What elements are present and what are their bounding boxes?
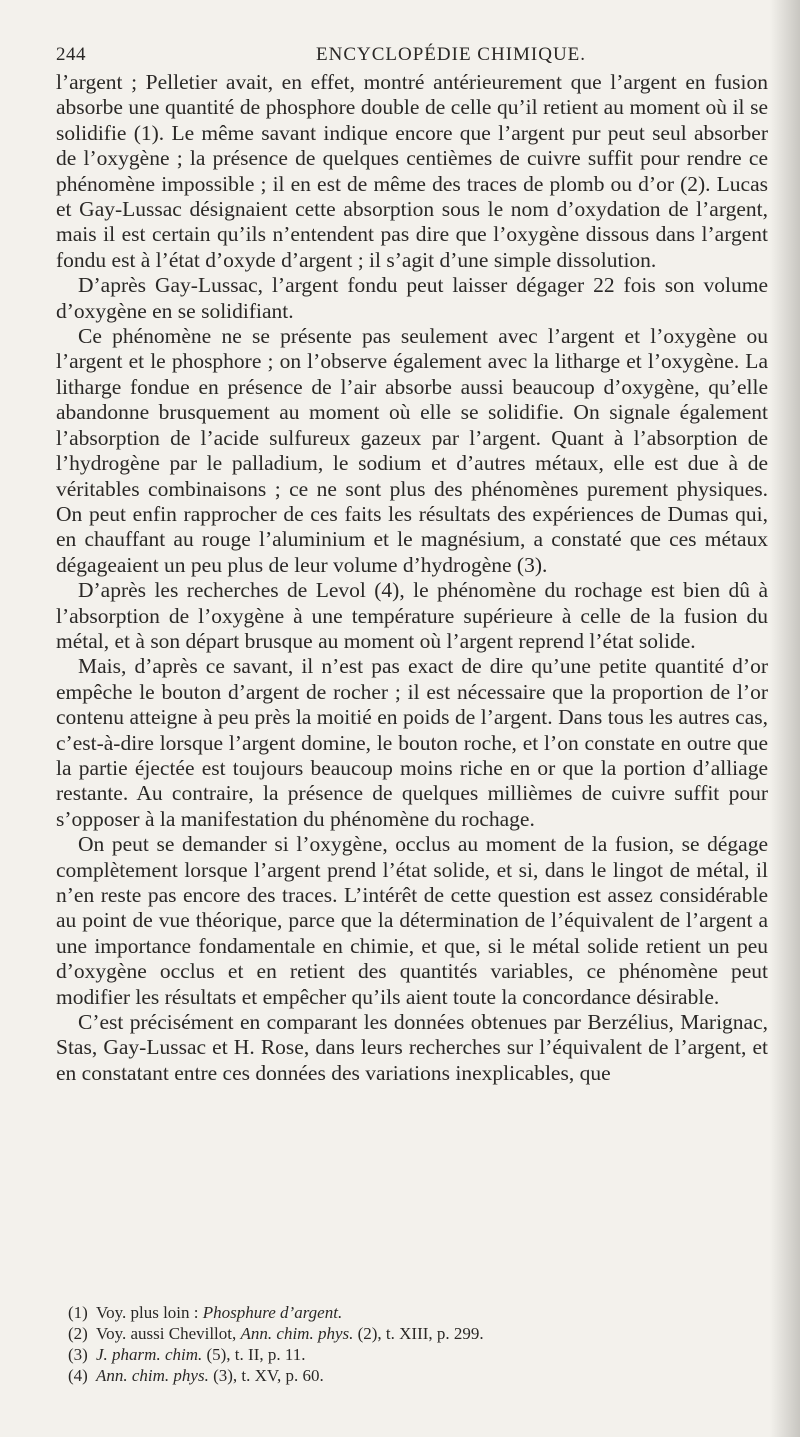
footnote-title: Ann. chim. phys. [96, 1366, 209, 1385]
footnote-prefix: Voy. aussi Chevillot, [96, 1324, 241, 1343]
footnote-mark: (4) [68, 1366, 88, 1385]
footnote-suffix: (5), t. II, p. 11. [202, 1345, 306, 1364]
paragraph: D’après Gay-Lussac, l’argent fondu peut laisser dégager 22 fois son volume d’oxygène en se solidifiant. [56, 273, 768, 323]
footnote-prefix: Voy. plus loin : [96, 1303, 203, 1322]
paragraph: C’est précisément en comparant les données obtenues par Berzélius, Marignac, Stas, Gay-Lussac et H. Rose, dans leurs recherches sur l’équivalent de l’argent, et en constatant entre ces données des variations inexplicables, que [56, 1010, 768, 1085]
footnote-title: Phosphure d’argent. [202, 1303, 343, 1322]
footnote [68, 1302, 708, 1323]
footnote-suffix: (3), t. XV, p. 60. [208, 1366, 324, 1385]
paragraph: l’argent ; Pelletier avait, en effet, montré antérieurement que l’argent en fusion absorbe une quantité de phosphore double de celle qu’il retient au moment où il se solidifie (1). Le même savant indique encore que l’argent pur peut seul absorber de l’oxygène ; la présence de quelques centièmes de cuivre suffit pour rendre ce phénomène impossible ; il en est de même des traces de plomb ou d’or (2). Lucas et Gay-Lussac désignaient cette absorption sous le nom d’oxydation de l’argent, mais il est certain qu’ils n’entendent pas dire que l’oxygène dissous dans l’argent fondu est à l’état d’oxyde d’argent ; il s’agit d’une simple dissolution. [56, 70, 768, 272]
page-edge-shadow [770, 0, 800, 1437]
footnote [68, 1344, 708, 1365]
paragraph: Mais, d’après ce savant, il n’est pas exact de dire qu’une petite quantité d’or empêche le bouton d’argent de rocher ; il est nécessaire que la proportion de l’or contenu atteigne à peu près la moitié en poids de l’argent. Dans tous les autres cas, c’est-à-dire lorsque l’argent domine, le bouton roche, et l’on constate en outre que la partie éjectée est toujours beaucoup moins riche en or que la portion d’alliage restante. Au contraire, la présence de quelques millièmes de cuivre suffit pour s’opposer à la manifestation du phénomène du rochage. [56, 654, 768, 831]
footnotes [68, 1302, 708, 1386]
paragraph: On peut se demander si l’oxygène, occlus au moment de la fusion, se dégage complètement lorsque l’argent prend l’état solide, et si, dans le lingot de métal, il n’en reste pas encore des traces. L’intérêt de cette question est assez considérable au point de vue théorique, parce que la détermination de l’équivalent de l’argent a une importance fondamentale en chimie, et que, si le métal solide retient un peu d’oxygène occlus et en retient des quantités variables, ce phénomène peut modifier les résultats et empêcher qu’ils aient toute la concordance désirable. [56, 832, 768, 1009]
paragraph: D’après les recherches de Levol (4), le phénomène du rochage est bien dû à l’absorption de l’oxygène à une température supérieure à celle de la fusion du métal, et à son départ brusque au moment où l’argent reprend l’état solide. [56, 578, 768, 653]
paragraph: Ce phénomène ne se présente pas seulement avec l’argent et l’oxygène ou l’argent et le phosphore ; on l’observe également avec la litharge et l’oxygène. La litharge fondue en présence de l’air absorbe aussi beaucoup d’oxygène, qu’elle abandonne brusquement au moment où elle se solidifie. On signale également l’absorption de l’acide sulfureux gazeux par l’argent. Quant à l’absorption de l’hydrogène par le palladium, le sodium et d’autres métaux, elle est due à de véritables combinaisons ; ce ne sont plus des phénomènes purement physiques. On peut enfin rapprocher de ces faits les résultats des expériences de Dumas qui, en chauffant au rouge l’aluminium et le magnésium, a constaté que ces métaux dégageaient un peu plus de leur volume d’hydrogène (3). [56, 324, 768, 577]
footnote-suffix: (2), t. XIII, p. 299. [353, 1324, 484, 1343]
page-number: 244 [56, 44, 86, 65]
footnote-mark: (3) [68, 1345, 88, 1364]
page-header [56, 36, 756, 70]
footnote-mark: (1) [68, 1303, 88, 1322]
body-text [56, 70, 768, 1086]
footnote-title: J. pharm. chim. [96, 1345, 203, 1364]
footnote [68, 1365, 708, 1386]
footnote-title: Ann. chim. phys. [240, 1324, 354, 1343]
footnote-mark: (2) [68, 1324, 88, 1343]
running-title: ENCYCLOPÉDIE CHIMIQUE. [316, 44, 587, 65]
footnote [68, 1323, 708, 1344]
